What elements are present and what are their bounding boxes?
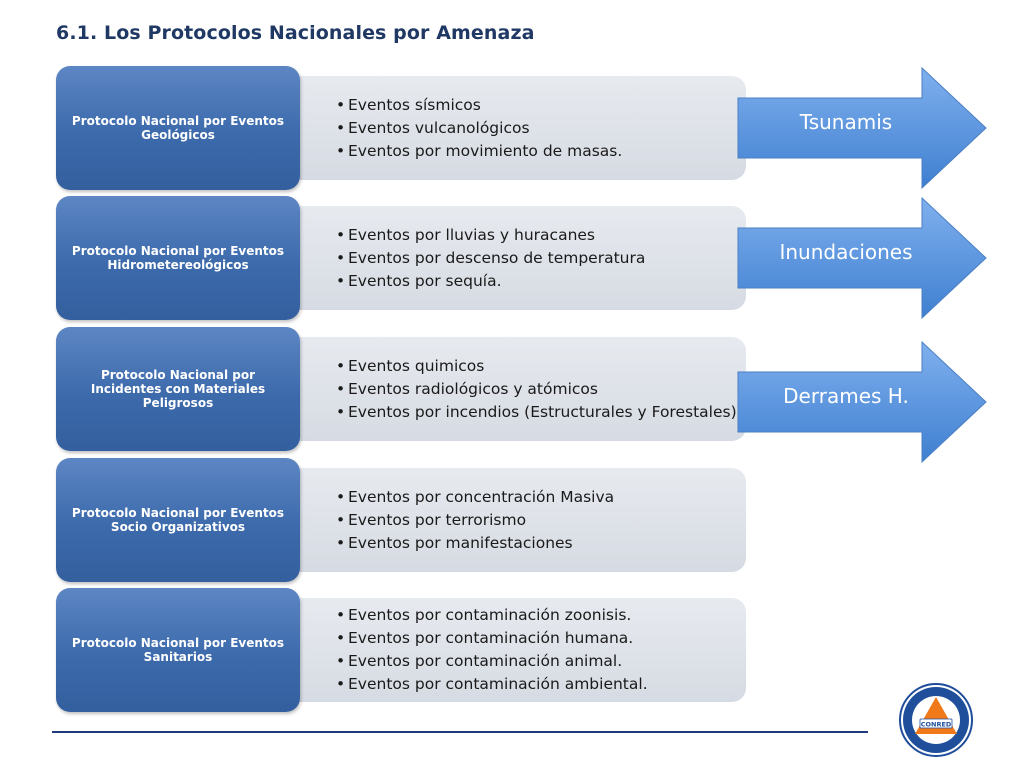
- conred-logo: [898, 682, 974, 758]
- event-item: • Eventos por lluvias y huracanes: [336, 224, 645, 247]
- events-list: [336, 604, 648, 696]
- arrow-label: Inundaciones: [779, 240, 913, 264]
- bullet-icon: •: [336, 141, 346, 160]
- events-list: [336, 224, 645, 293]
- protocol-row-geologicos: [56, 66, 746, 190]
- bullet-icon: •: [336, 652, 346, 670]
- bullet-icon: •: [336, 487, 346, 506]
- bullet-icon: •: [336, 379, 346, 398]
- protocol-row-hidrometereologicos: [56, 196, 746, 320]
- event-item: • Eventos por contaminación humana.: [336, 627, 648, 650]
- events-list: [336, 486, 614, 555]
- arrow-tsunamis: [736, 66, 988, 190]
- event-item: • Eventos por contaminación ambiental.: [336, 673, 648, 696]
- page-title: 6.1. Los Protocolos Nacionales por Amenaza: [56, 22, 535, 44]
- event-item: • Eventos por manifestaciones: [336, 532, 614, 555]
- events-list: [336, 94, 622, 163]
- bullet-icon: •: [336, 675, 346, 693]
- events-panel: [276, 206, 746, 310]
- arrow-label: Derrames H.: [783, 384, 909, 408]
- events-panel: [276, 337, 746, 441]
- bullet-icon: •: [336, 95, 346, 114]
- event-item: • Eventos quimicos: [336, 355, 737, 378]
- protocol-row-materiales-peligrosos: [56, 327, 746, 451]
- bullet-icon: •: [336, 402, 346, 421]
- event-item: • Eventos por sequía.: [336, 270, 645, 293]
- protocol-row-sanitarios: [56, 588, 746, 712]
- protocol-box: Protocolo Nacional por Eventos Hidrometereológicos: [56, 196, 300, 320]
- event-item: • Eventos por descenso de temperatura: [336, 247, 645, 270]
- protocol-box: Protocolo Nacional por Eventos Sanitarios: [56, 588, 300, 712]
- event-item: • Eventos por movimiento de masas.: [336, 140, 622, 163]
- bullet-icon: •: [336, 629, 346, 647]
- arrow-label: Tsunamis: [799, 110, 893, 134]
- bullet-icon: •: [336, 118, 346, 137]
- events-panel: [276, 598, 746, 702]
- bullet-icon: •: [336, 510, 346, 529]
- event-item: • Eventos radiológicos y atómicos: [336, 378, 737, 401]
- footer-divider: [52, 731, 868, 733]
- logo-label: CONRED: [920, 720, 952, 729]
- event-item: • Eventos sísmicos: [336, 94, 622, 117]
- protocol-row-socio-organizativos: [56, 458, 746, 582]
- bullet-icon: •: [336, 271, 346, 290]
- event-item: • Eventos por concentración Masiva: [336, 486, 614, 509]
- bullet-icon: •: [336, 248, 346, 267]
- arrow-derrames: [736, 340, 988, 464]
- events-panel: [276, 76, 746, 180]
- protocol-box: Protocolo Nacional por Eventos Socio Organizativos: [56, 458, 300, 582]
- event-item: • Eventos por contaminación zoonisis.: [336, 604, 648, 627]
- bullet-icon: •: [336, 356, 346, 375]
- events-list: [336, 355, 737, 424]
- event-item: • Eventos vulcanológicos: [336, 117, 622, 140]
- event-item: • Eventos por terrorismo: [336, 509, 614, 532]
- protocol-box: Protocolo Nacional por Eventos Geológicos: [56, 66, 300, 190]
- protocol-box: Protocolo Nacional por Incidentes con Materiales Peligrosos: [56, 327, 300, 451]
- events-panel: [276, 468, 746, 572]
- event-item: • Eventos por contaminación animal.: [336, 650, 648, 673]
- bullet-icon: •: [336, 533, 346, 552]
- arrow-inundaciones: [736, 196, 988, 320]
- bullet-icon: •: [336, 225, 346, 244]
- event-item: • Eventos por incendios (Estructurales y Forestales): [336, 401, 737, 424]
- bullet-icon: •: [336, 606, 346, 624]
- conred-emblem-icon: [898, 682, 974, 758]
